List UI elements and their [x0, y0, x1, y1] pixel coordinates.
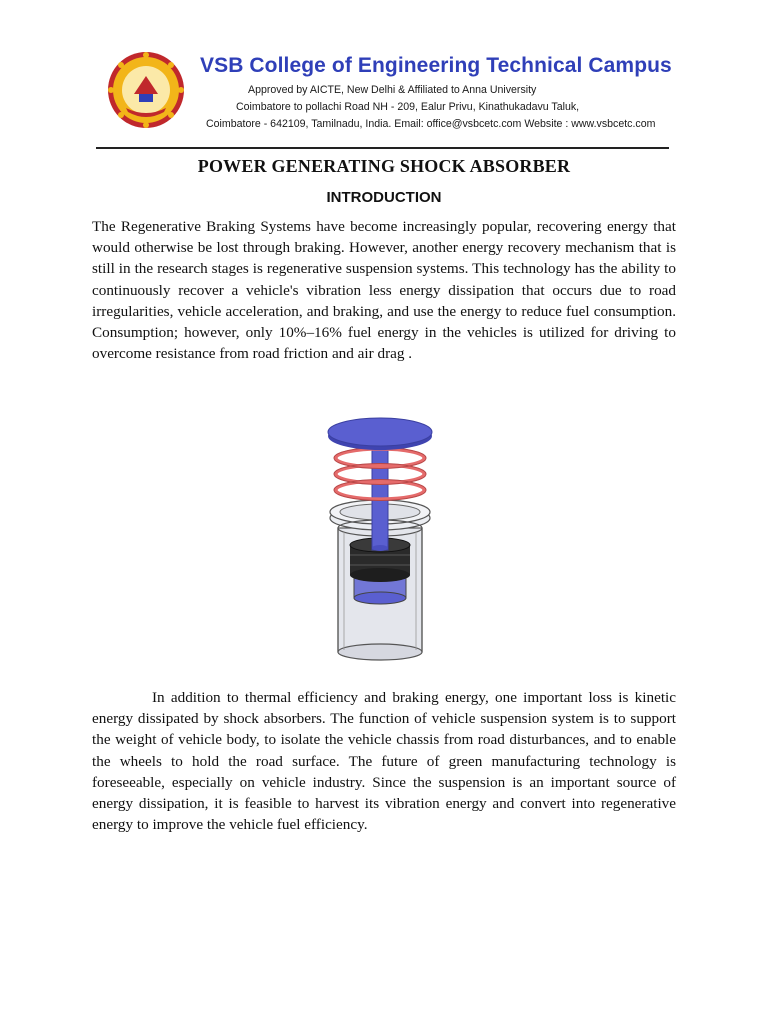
approval-line: Approved by AICTE, New Delhi & Affiliated to Anna University [248, 84, 537, 96]
header-divider [96, 147, 669, 149]
letterhead [96, 44, 672, 136]
shock-absorber-illustration [310, 410, 450, 668]
body-paragraph: In addition to thermal efficiency and braking energy, one important loss is kinetic energy dissipated by shock absorbers. The function of vehicle suspension system is to support the weight of vehicle body, to isolate the vehicle chassis from road disturbances, and to enable the wheels to hold the road surface. The future of green manufacturing technology is foreseeable, especially on vehicle industry. Since the suspension is an important source of energy dissipation, it is feasible to harvest its vibration energy and convert into regenerative energy to improve the vehicle fuel efficiency. [92, 689, 676, 834]
college-name: VSB College of Engineering Technical Campus [200, 54, 672, 77]
document-title: POWER GENERATING SHOCK ABSORBER [197, 156, 571, 176]
contact-line: Coimbatore - 642109, Tamilnadu, India. Email: office@vsbcetc.com Website : www.vsbcetc.com [206, 118, 656, 130]
section-heading: INTRODUCTION [326, 189, 442, 206]
college-seal-icon [106, 50, 186, 130]
address-line: Coimbatore to pollachi Road NH - 209, Ealur Privu, Kinathukadavu Taluk, [236, 101, 580, 113]
intro-paragraph: The Regenerative Braking Systems have become increasingly popular, recovering energy that would otherwise be lost through braking. However, another energy recovery mechanism that is still in the research stages is regenerative suspension systems. This technology has the ability to continuously recover a vehicle's vibration less energy dissipation that occurs due to road irregularities, vehicle acceleration, and braking, and use the energy to reduce fuel consumption. Consumption; however, only 10%–16% fuel energy in the vehicles is utilized for driving to overcome resistance from road friction and air drag . [92, 218, 676, 363]
